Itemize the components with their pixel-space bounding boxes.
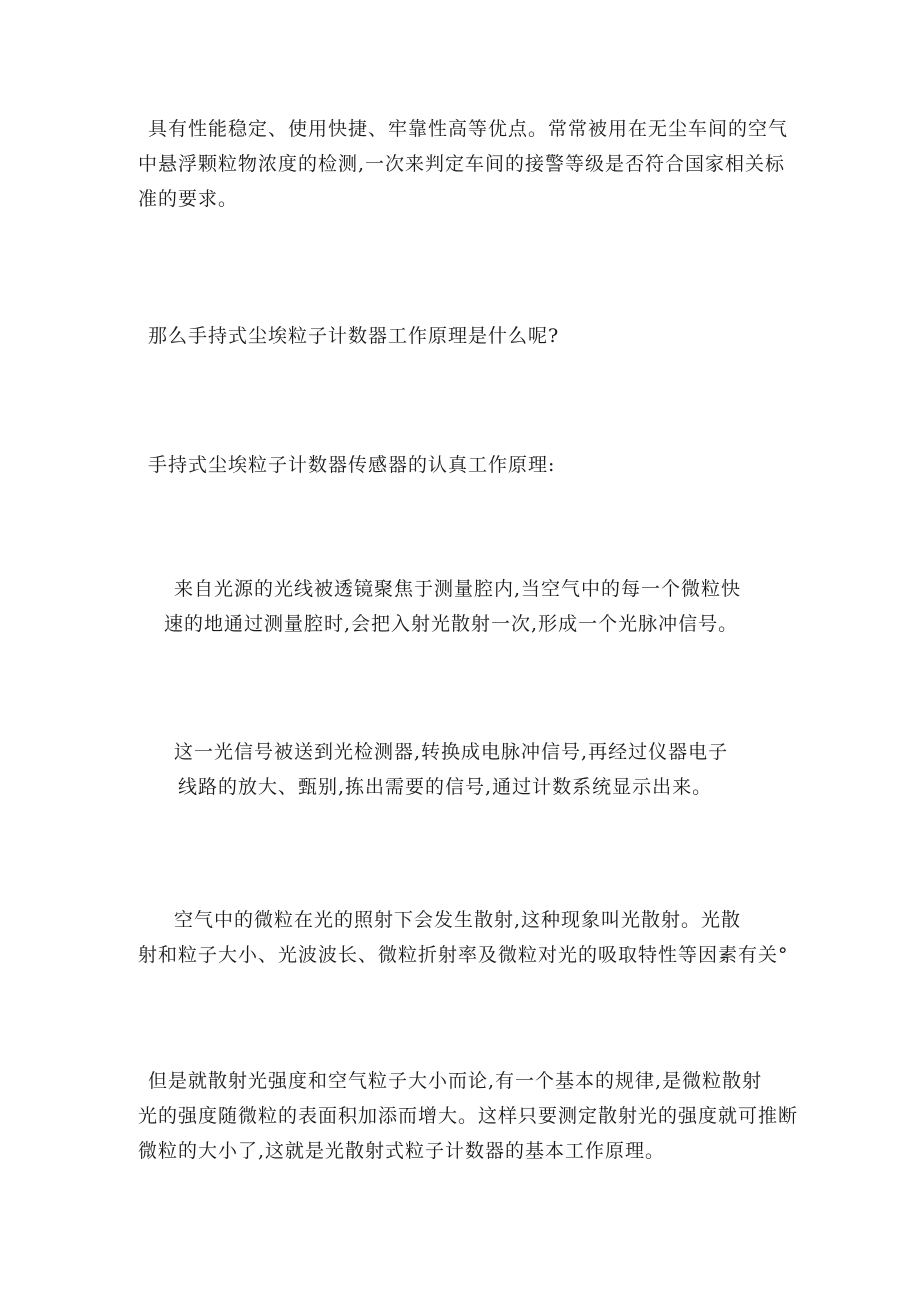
paragraph-sensor-heading (138, 448, 798, 483)
paragraph-line: 微粒的大小了,这就是光散射式粒子计数器的基本工作原理。 (138, 1140, 666, 1162)
paragraph-line: 准的要求。 (138, 188, 239, 210)
paragraph-line: 手持式尘埃粒子计数器传感器的认真工作原理: (148, 454, 556, 476)
paragraph-line: 线路的放大、甄别,拣出需要的信号,通过计数系统显示出来。 (178, 776, 713, 798)
paragraph-line: 具有性能稳定、使用快捷、牢靠性高等优点。常常被用在无尘车间的空气 (148, 118, 789, 140)
paragraph-line: 那么手持式尘埃粒子计数器工作原理是什么呢? (148, 325, 560, 347)
paragraph-scattering (138, 903, 798, 973)
paragraph-line: 中悬浮颗粒物浓度的检测,一次来判定车间的接警等级是否符合国家相关标 (138, 153, 786, 175)
paragraph-light-source (138, 572, 798, 642)
paragraph-principle (138, 1064, 798, 1169)
paragraph-line: 光的强度随微粒的表面积加添而增大。这样只要测定散射光的强度就可推断 (138, 1105, 799, 1127)
paragraph-line: 这一光信号被送到光检测器,转换成电脉冲信号,再经过仪器电子 (174, 741, 729, 763)
paragraph-line: 空气中的微粒在光的照射下会发生散射,这种现象叫光散射。光散 (174, 909, 742, 931)
paragraph-question (138, 319, 798, 354)
paragraph-line: 来自光源的光线被透镜聚焦于测量腔内,当空气中的每一个微粒快 (174, 578, 742, 600)
paragraph-line: 但是就散射光强度和空气粒子大小而论,有一个基本的规律,是微粒散射 (148, 1070, 763, 1092)
paragraph-line: 射和粒子大小、光波波长、微粒折射率及微粒对光的吸取特性等因素有关° (138, 944, 789, 966)
paragraph-advantages (138, 112, 798, 217)
paragraph-detector (138, 735, 798, 805)
paragraph-line: 速的地通过测量腔时,会把入射光散射一次,形成一个光脉冲信号。 (164, 613, 739, 635)
